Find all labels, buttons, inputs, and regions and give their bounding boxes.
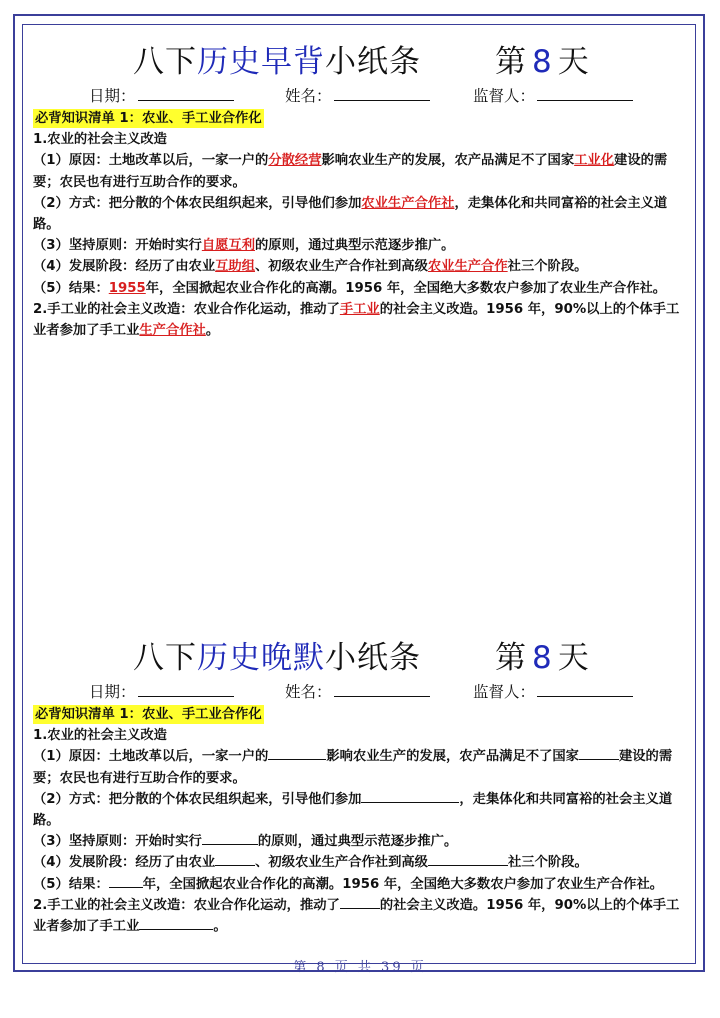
point-2 (33, 193, 689, 235)
answer-9: 生产合作社 (139, 323, 206, 339)
answer-7: 1955 (108, 280, 146, 296)
point-2-text-b: ，走集体化和共同富裕的社会主义道路。 (33, 195, 668, 233)
section-2-text-b: 的社会主义改造。1956 年，90%以上的个体手工业者参加了手工业 (33, 301, 680, 339)
section-2-text-a: 2.手工业的社会主义改造：农业合作化运动，推动了 (33, 301, 340, 317)
day-counter (495, 36, 589, 81)
point-5-text-b: 年，全国掀起农业合作化的高潮。1956 年，全国绝大多数农户参加了农业生产合作社。 (145, 280, 667, 296)
date-line[interactable] (138, 86, 234, 101)
point-1-text-a: （1）原因：土地改革以后，一家一户的 (33, 153, 269, 169)
title-highlight: 历史晚默 (197, 640, 325, 676)
point-3-text-a: （3）坚持原则：开始时实行 (33, 238, 202, 254)
name-line[interactable] (334, 86, 430, 101)
page-number: 第 8 页 共 39 页 (293, 960, 427, 975)
blank-8[interactable] (340, 895, 380, 909)
date-field[interactable] (89, 84, 234, 106)
blank-6[interactable] (428, 852, 508, 866)
point-2-text-b: ，走集体化和共同富裕的社会主义道路。 (33, 791, 673, 829)
answer-4: 自愿互利 (201, 238, 256, 254)
point-3-text-b: 的原则，通过典型示范逐步推广。 (255, 238, 455, 254)
supervisor-label: 监督人： (473, 87, 536, 105)
point-2-text-a: （2）方式：把分散的个体农民组织起来，引导他们参加 (33, 195, 362, 211)
point-3-text-a: （3）坚持原则：开始时实行 (33, 834, 202, 850)
point-4-text-c: 社三个阶段。 (507, 259, 588, 275)
name-field[interactable] (285, 84, 430, 106)
point-3-text-b: 的原则，通过典型示范逐步推广。 (257, 834, 458, 850)
evening-sheet (33, 630, 689, 937)
point-4-text-a: （4）发展阶段：经历了由农业 (33, 855, 216, 871)
point-1-text-c: 建设的需要；农民也有进行互助合作的要求。 (33, 153, 668, 190)
point-5 (33, 874, 689, 895)
point-1-text-c: 建设的需要；农民也有进行互助合作的要求。 (33, 749, 673, 786)
info-row (33, 82, 689, 108)
supervisor-field[interactable] (473, 84, 633, 106)
title-highlight: 历史早背 (197, 44, 325, 80)
date-field[interactable] (89, 680, 234, 702)
answer-2: 工业化 (574, 153, 615, 169)
supervisor-label: 监督人： (473, 683, 536, 701)
page-footer (0, 956, 720, 975)
answer-3: 农业生产合作社 (361, 195, 455, 211)
answer-8: 手工业 (339, 301, 380, 317)
point-1 (33, 746, 689, 788)
blank-9[interactable] (139, 916, 213, 930)
info-row (33, 678, 689, 704)
blank-5[interactable] (215, 852, 255, 866)
name-field[interactable] (285, 680, 430, 702)
point-2 (33, 789, 689, 831)
point-1-text-b: 影响农业生产的发展，农产品满足不了国家 (326, 749, 579, 765)
date-label: 日期： (89, 683, 136, 701)
title-prefix: 八下 (133, 640, 197, 676)
title-row (33, 34, 689, 82)
date-line[interactable] (138, 682, 234, 697)
title-suffix: 小纸条 (325, 44, 421, 80)
date-label: 日期： (89, 87, 136, 105)
section-1-heading: 1.农业的社会主义改造 (33, 728, 167, 744)
point-5-text-a: （5）结果： (33, 876, 109, 892)
section-2-text-c: 。 (205, 323, 220, 339)
point-3 (33, 235, 689, 256)
day-prefix: 第 (495, 640, 526, 676)
point-1-text-a: （1）原因：土地改革以后，一家一户的 (33, 749, 269, 765)
point-5-text-b: 年，全国掀起农业合作化的高潮。1956 年，全国绝大多数农户参加了农业生产合作社。 (142, 876, 664, 892)
point-3 (33, 831, 689, 852)
point-4-text-a: （4）发展阶段：经历了由农业 (33, 259, 216, 275)
point-4-text-b: 、初级农业生产合作社到高级 (255, 259, 428, 275)
sheet-title (133, 36, 421, 81)
day-suffix: 天 (557, 44, 589, 80)
supervisor-line[interactable] (537, 682, 633, 697)
blank-1[interactable] (268, 746, 326, 760)
point-2-text-a: （2）方式：把分散的个体农民组织起来，引导他们参加 (33, 791, 362, 807)
point-4-text-c: 社三个阶段。 (507, 855, 588, 871)
point-5 (33, 278, 689, 299)
section-2-text-b: 的社会主义改造。1956 年，90%以上的个体手工业者参加了手工业 (33, 897, 680, 935)
name-label: 姓名： (285, 87, 332, 105)
title-suffix: 小纸条 (325, 640, 421, 676)
knowledge-list (33, 108, 689, 341)
morning-sheet (33, 34, 689, 341)
day-number: 8 (532, 640, 552, 676)
knowledge-list (33, 704, 689, 937)
sheet-title (133, 632, 421, 677)
supervisor-line[interactable] (537, 86, 633, 101)
point-4 (33, 852, 689, 873)
section-1-heading: 1.农业的社会主义改造 (33, 132, 167, 148)
answer-1: 分散经营 (268, 153, 322, 169)
point-1-text-b: 影响农业生产的发展，农产品满足不了国家 (321, 153, 575, 169)
day-counter (495, 632, 589, 677)
day-prefix: 第 (495, 44, 526, 80)
section-2 (33, 299, 689, 341)
knowledge-banner: 必背知识清单 1：农业、手工业合作化 (35, 111, 262, 126)
section-2-text-c: 。 (213, 919, 227, 935)
point-4-text-b: 、初级农业生产合作社到高级 (255, 855, 428, 871)
day-suffix: 天 (557, 640, 589, 676)
name-line[interactable] (334, 682, 430, 697)
blank-4[interactable] (202, 831, 258, 845)
blank-7[interactable] (109, 874, 143, 888)
title-row (33, 630, 689, 678)
day-number: 8 (532, 44, 552, 80)
answer-6: 农业生产合作 (427, 259, 508, 275)
point-1 (33, 150, 689, 192)
title-prefix: 八下 (133, 44, 197, 80)
answer-5: 互助组 (215, 259, 256, 275)
name-label: 姓名： (285, 683, 332, 701)
section-2-text-a: 2.手工业的社会主义改造：农业合作化运动，推动了 (33, 897, 340, 913)
supervisor-field[interactable] (473, 680, 633, 702)
point-5-text-a: （5）结果： (33, 280, 109, 296)
knowledge-banner: 必背知识清单 1：农业、手工业合作化 (35, 707, 262, 722)
blank-3[interactable] (361, 789, 459, 803)
section-2 (33, 895, 689, 937)
point-4 (33, 256, 689, 277)
blank-2[interactable] (579, 746, 619, 760)
